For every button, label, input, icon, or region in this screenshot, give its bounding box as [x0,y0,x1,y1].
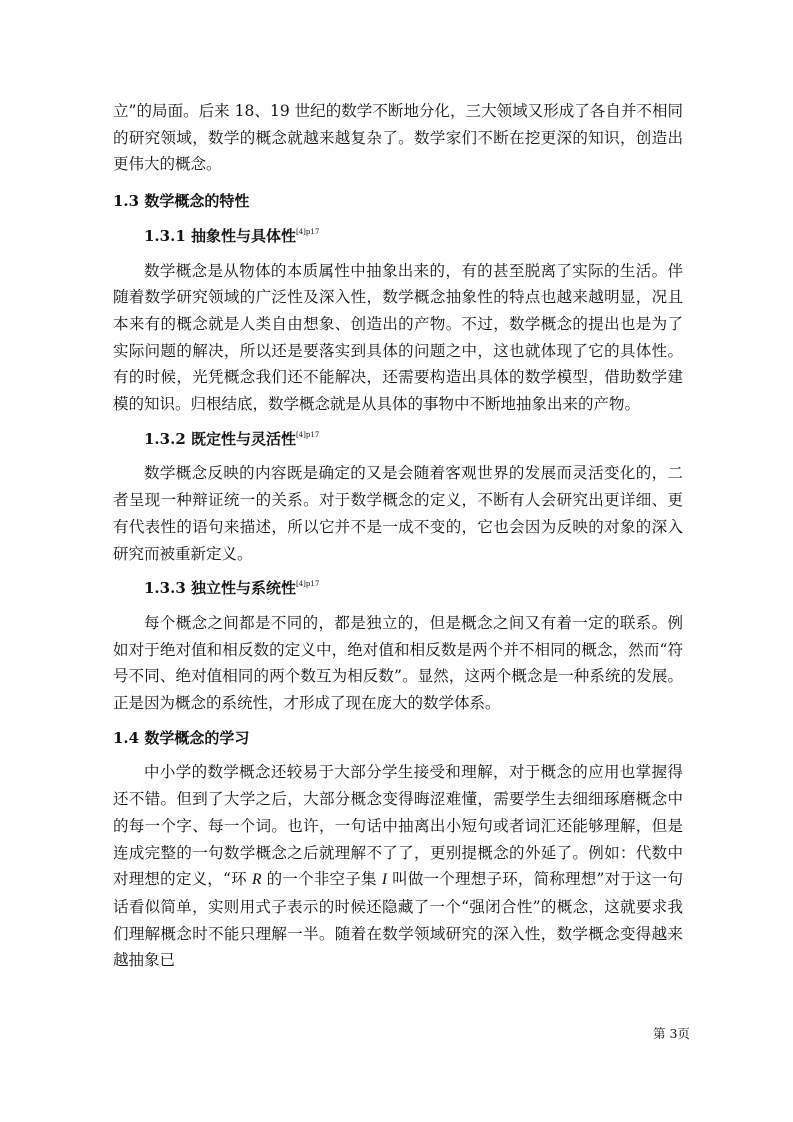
subsection-title: 1.3.1 抽象性与具体性 [144,226,296,245]
subsection-heading-1-3-3 [113,575,683,602]
subsection-title: 1.3.3 独立性与系统性 [144,579,296,598]
paragraph-text: 的一个非空子集 [261,870,382,889]
paragraph-1-4 [113,759,683,974]
intro-paragraph: 立”的局面。后来 18、19 世纪的数学不断地分化，三大领域又形成了各自并不相同的研究领域，数学的概念就越来越复杂了。数学家们不断在挖更深的知识，创造出更伟大的概念。 [113,102,683,174]
math-symbol-i: I [381,871,387,889]
page-number: 第 3页 [653,1026,690,1041]
citation: [4]p17 [295,430,320,439]
paragraph-1-3-1: 数学概念是从物体的本质属性中抽象出来的，有的甚至脱离了实际的生活。伴随着数学研究领域的广泛性及深入性，数学概念抽象性的特点也越来越明显，况且本来有的概念就是人类自由想象、创造出的产物。不过，数学概念的提出也是为了实际问题的解决，所以还是要落实到具体的问题之中，这也就体现了它的具体性。有的时候，光凭概念我们还不能解决，还需要构造出具体的数学模型，借助数学建模的知识。归根结底，数学概念就是从具体的事物中不断地抽象出来的产物。 [113,261,683,414]
citation: [4]p17 [295,227,320,236]
body-text [113,98,683,974]
math-symbol-r: R [252,871,262,889]
section-heading-1-3: 1.3 数学概念的特性 [113,192,250,211]
citation: [4]p17 [295,580,320,589]
subsection-heading-1-3-1 [113,223,683,250]
subsection-title: 1.3.2 既定性与灵活性 [144,429,296,448]
subsection-heading-1-3-2 [113,426,683,453]
paragraph-text: 叫做一个理想子环，简称理想”对于这一句话看似简单，实则用式子表示的时候还隐藏了一个“强闭合性”的概念，这就要求我们理解概念时不能只理解一半。随着在数学领域研究的深入性，数学概念变得越来越抽象已 [113,870,683,970]
paragraph-1-3-2: 数学概念反映的内容既是确定的又是会随着客观世界的发展而灵活变化的，二者呈现一种辩证统一的关系。对于数学概念的定义，不断有人会研究出更详细、更有代表性的语句来描述，所以它并不是一成不变的，它也会因为反映的对象的深入研究而被重新定义。 [113,464,683,563]
paragraph-1-3-3: 每个概念之间都是不同的，都是独立的，但是概念之间又有着一定的联系。例如对于绝对值和相反数的定义中，绝对值和相反数是两个并不相同的概念，然而“符号不同、绝对值相同的两个数互为相反数”。显然，这两个概念是一种系统的发展。正是因为概念的系统性，才形成了现在庞大的数学体系。 [113,613,683,713]
paragraph-text: 中小学的数学概念还较易于大部分学生接受和理解，对于概念的应用也掌握得还不错。但到了大学之后，大部分概念变得晦涩难懂，需要学生去细细琢磨概念中的每一个字、每一个词。也许，一句话中抽离出小短句或者词汇还能够理解，但是连成完整的一句数学概念之后就理解不了了，更别提概念的外延了。例如：代数中对理想的定义，“环 [113,763,683,889]
section-heading-1-4: 1.4 数学概念的学习 [113,728,250,747]
